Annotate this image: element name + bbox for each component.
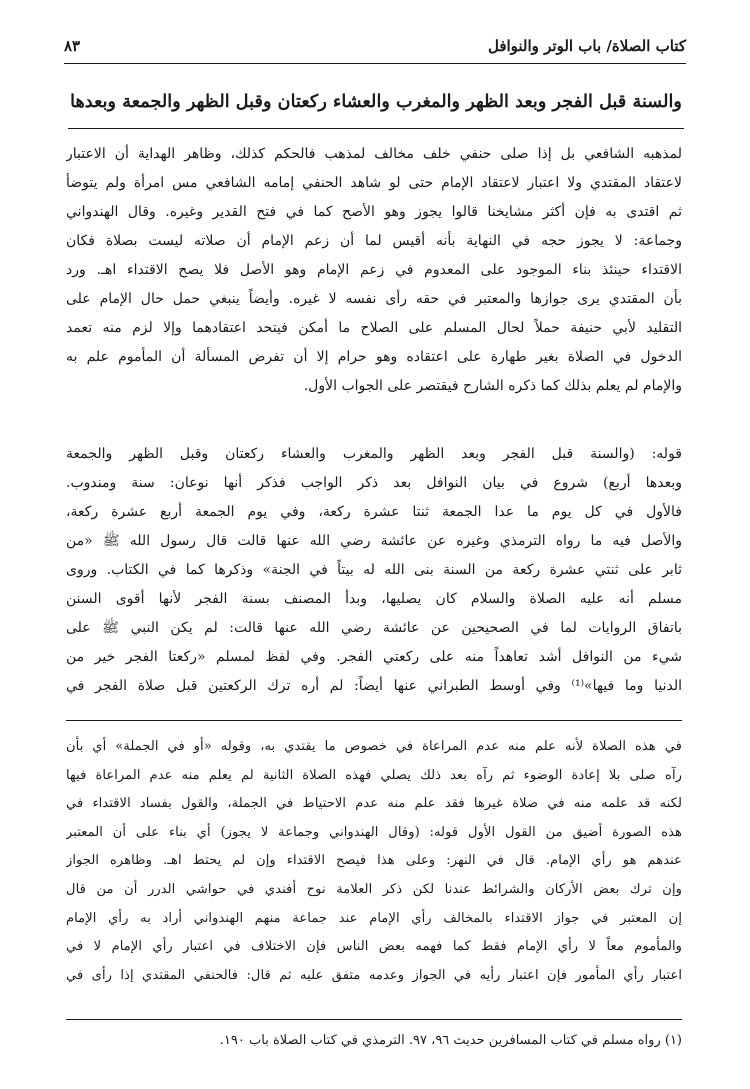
text-line: والإمام لم يعلم بذلك كما ذكره الشارح فيقتصر على الجواب الأول. bbox=[303, 378, 682, 394]
text-line: في هذه الصلاة لأنه علم منه عدم المراعاة في خصوص ما يقتدي به، وقوله «أو في الجملة» أي بأن bbox=[66, 739, 682, 754]
matn-rule bbox=[68, 128, 684, 129]
text-line: فالأول في كل يوم ما عدا الجمعة ثنتا عشرة ركعة، وفي يوم الجمعة أربع عشرة ركعة، bbox=[66, 504, 682, 520]
text-line: الاقتداء حينئذ بناء الموجود على المعدوم في زعم الإمام وهو الأصل فلا يصح الاقتداء اهـ. ورد bbox=[66, 262, 682, 278]
text-line: لكنه قد علمه منه في صلاة غيرها فقد علم منه عدم الاحتياط في الجملة، والقول بفساد الاقتداء في bbox=[66, 796, 682, 812]
text-line: رآه صلى بلا إعادة الوضوء ثم رآه بعد ذلك يصلي فهذه الصلاة الثانية لم يعلم منه عدم المراعاة فيها bbox=[66, 767, 682, 783]
text-line: ثابر على ثنتي عشرة ركعة من السنة بنى الله له بيتاً في الجنة» وذكرها كما في الكتاب. وروى bbox=[66, 562, 682, 578]
text-line: وبعدها أربع) شروع في بيان النوافل بعد ذكر الواجب فذكر أنها نوعان: سنة ومندوب. bbox=[66, 475, 682, 491]
text-line: الدنيا وما فيها»⁽¹⁾ وفي أوسط الطبراني عنها أيضاً: لم أره ترك الركعتين قبل صلاة الفجر في bbox=[66, 678, 682, 694]
header-rule bbox=[64, 63, 686, 64]
commentary-block-1 bbox=[66, 140, 682, 401]
text-line: لمذهبه الشافعي بل إذا صلى حنفي خلف مخالف لمذهب فالحكم كذلك، وظاهر الهداية أن الاعتبار bbox=[66, 146, 682, 162]
text-line: الدخول في الصلاة بغير طهارة على اعتقاده وهو حرام إلا أن تفرض المسألة أن المأموم علم به bbox=[66, 349, 682, 365]
hashiya-block bbox=[66, 733, 682, 990]
footnote: (١) رواه مسلم في كتاب المسافرين حديث ٩٦، ٩٧. الترمذي في كتاب الصلاة باب ١٩٠. bbox=[219, 1033, 682, 1048]
text-line: إن المعتبر في جواز الاقتداء بالمخالف رأي الإمام عند جماعة منهم الهندواني أراد به رأي الإمام bbox=[66, 910, 682, 926]
text-line: اعتبار رأي المأمور فإن اعتبار رأيه في الجواز وعدمه متفق عليه ثم قال: فالحنفي المقتدي إذا رأى في bbox=[66, 967, 682, 983]
running-header bbox=[64, 34, 686, 64]
text-line: عندهم هو رأي الإمام. قال في النهر: وعلى هذا فيصح الاقتداء وإن لم يحتط اهـ. وظاهره الجواز bbox=[66, 853, 682, 869]
text-line: ثم اقتدى به فإن أكثر مشايخنا قالوا يجوز وهو الأصح كما في فتح القدير وغيره. وقال الهندواني bbox=[66, 204, 682, 220]
text-line: التقليد لأبي حنيفة حملاً لحال المسلم على الصلاح ما أمكن فيتحد اعتقادهما وإلا لزم منه تعمد bbox=[66, 320, 682, 336]
text-line: وإن ترك بعض الأركان والشرائط عندنا لكن ذكر العلامة نوح أفندي في حواشي الدرر أن من قال bbox=[66, 881, 682, 897]
matn-text: والسنة قبل الفجر وبعد الظهر والمغرب والعشاء ركعتان وقبل الظهر والجمعة وبعدها bbox=[70, 91, 682, 112]
text-line: شيء من النوافل أشد تعاهداً منه على ركعتي الفجر. وفي لفظ لمسلم «ركعتا الفجر خير من bbox=[66, 649, 682, 665]
hashiya-separator bbox=[66, 720, 682, 721]
text-line: هذه الصورة أضيق من القول الأول قوله: (وقال الهندواني وجماعة لا يجوز) أي بناء على أن المعتبر bbox=[66, 824, 682, 840]
page-number: ٨٣ bbox=[64, 37, 81, 55]
text-line: لاعتقاد المقتدي ولا اعتبار لاعتقاد الإمام حتى لو شاهد الحنفي إمامه الشافعي مس امرأة ولم يتوضأ bbox=[66, 175, 682, 191]
running-header-title: كتاب الصلاة/ باب الوتر والنوافل bbox=[487, 37, 686, 55]
text-line: والأصل فيه ما رواه الترمذي وغيره عن عائشة رضي الله عنها قالت قال رسول الله ﷺ «من bbox=[66, 533, 682, 549]
text-line: وجماعة: لا يجوز حجه في النهاية بأنه أقيس لما أن زعم الإمام أن صلاته ليست بصلاة فكان bbox=[66, 233, 682, 249]
text-line: مسلم أنه عليه الصلاة والسلام كان يصليها، وبدأ المصنف بسنة الفجر لأنها أقوى السنن bbox=[66, 591, 682, 607]
footnote-rule bbox=[66, 1019, 682, 1020]
text-line: والمأموم معاً لا رأي الإمام فقط كما فهمه بعض الناس فإن الاختلاف في اعتبار رأي الإمام لا في bbox=[66, 939, 682, 955]
text-line: باتفاق الروايات لما في الصحيحين عن عائشة رضي الله عنها قالت: لم يكن النبي ﷺ على bbox=[66, 620, 682, 636]
commentary-block-2 bbox=[66, 440, 682, 701]
text-line: قوله: (والسنة قبل الفجر وبعد الظهر والمغرب والعشاء ركعتان وقبل الظهر والجمعة bbox=[66, 446, 682, 462]
text-line: بأن المقتدي يرى جوازها والمعتبر في حقه رأى نفسه لا غيره. وأيضاً ينبغي حمل حال الإمام على bbox=[66, 291, 682, 307]
